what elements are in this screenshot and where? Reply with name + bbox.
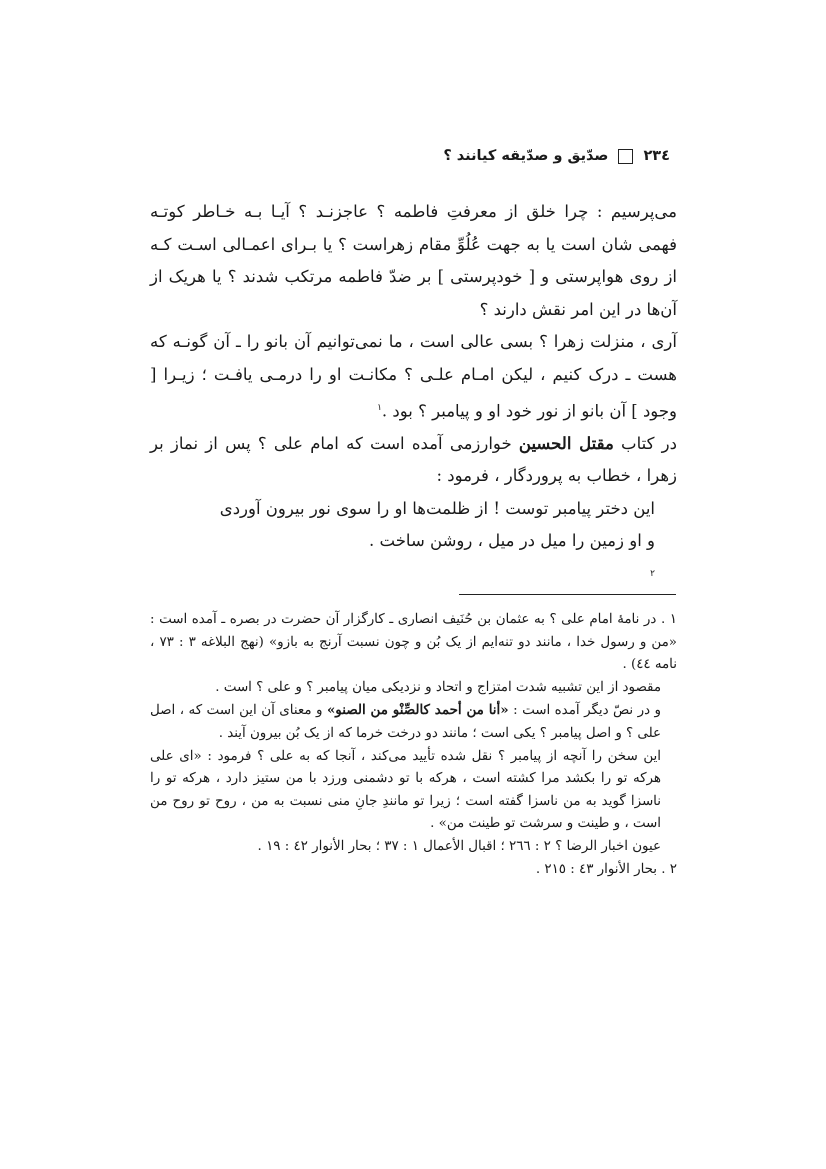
quote-line-2: و او زمین را میل در میل ، روشن ساخت . — [369, 531, 655, 551]
footnote-2: ٢ . بحار الأنوار ٤٣ : ٢١٥ . — [535, 861, 677, 877]
footnote-divider — [459, 594, 676, 595]
quote-line-2-wrap — [150, 525, 655, 594]
paragraph-2-text: آری ، منزلت زهرا ؟ بسی عالی است ، ما نمی‌توانیم آن بانو را ـ آن گونـه که هست ـ درک کنیم ، لیکن امـام علـی ؟ مکانـت او را درمـی یافـت ؛ زیـرا [ وجود ] آن بانو از نور خود او و پیامبر ؟ بود . — [150, 332, 677, 421]
footnote-1-e: عیون اخبار الرضا ؟ ٢ : ٢٦٦ ؛ اقبال الأعمال ١ : ٣٧ ؛ بحار الأنوار ٤٢ : ١٩ . — [257, 838, 661, 854]
paragraph-3 — [150, 428, 677, 493]
paragraph-3-pre: در کتاب — [621, 433, 677, 453]
footnote-ref-1: ١ — [377, 402, 382, 413]
header-box-icon — [618, 149, 633, 164]
page-number: ٢٣٤ — [643, 148, 670, 164]
footnote-1-c-post: و معنای آن این است که ، اصل علی ؟ و اصل پیامبر ؟ یکی است ؛ مانند دو درخت خرما که از یک بُن بیرون آیند . — [150, 703, 661, 741]
quotation — [150, 493, 677, 594]
running-title: صدّیق و صدّیقه کیانند ؟ — [443, 148, 609, 164]
running-header — [443, 148, 670, 164]
footnote-ref-2: ٢ — [650, 569, 655, 580]
footnote-1-c — [150, 699, 677, 745]
quote-line-1: این دختر پیامبر توست ! از ظلمت‌ها او را سوی نور بیرون آوردی — [219, 498, 655, 518]
footnote-1-c-pre: و در نصّ دیگر آمده است : — [513, 703, 662, 719]
footnote-1-d: این سخن را آنچه از پیامبر ؟ نقل شده تأیید می‌کند ، آنجا که به علی ؟ فرمود : «ای علی هرکه تو را بکشد مرا کشته است ، هرکه با تو دشمنی ورزد با من ستیز دارد ، هرکه تو را ناسزا گوید به من ناسزا گفته است ؛ زیرا تو مانندِ جانِ منی نسبت به من ، روح تو روح من است ، و طینت و سرشت تو طینت من» . — [150, 748, 661, 832]
footnote-1-a: ١ . در نامهٔ امام علی ؟ به عثمان بن حُنَیف انصاری ـ کارگزار آن حضرت در بصره ـ آمده است : «من و رسول خدا ، مانند دو تنه‌ایم از یک بُن و چون نسبت آرنج به بازو» (نهج البلاغه ٣ : ٧٣ ، نامه ٤٤) . — [150, 612, 677, 673]
paragraph-3-post: خوارزمی آمده است که امام علی ؟ پس از نماز بر زهرا ، خطاب به پروردگار ، فرمود : — [150, 433, 677, 486]
paragraph-2 — [150, 326, 677, 427]
footnote-1-b: مقصود از این تشبیه شدت امتزاج و اتحاد و نزدیکی میان پیامبر ؟ و علی ؟ است . — [215, 679, 661, 695]
footnote-1-c-bold: «أنا من أحمد کالصِّنْو من الصنو» — [326, 702, 509, 719]
paragraph-1: می‌پرسیم : چرا خلق از معرفتِ فاطمه ؟ عاجزنـد ؟ آیـا بـه خـاطر کوتـه فهمی شان است یا به جهت عُلُوِّ مقام زهراست ؟ یا بـرای اعمـالی اسـت کـه از روی هواپرستی و [ خودپرستی ] بر ضدّ فاطمه مرتکب شدند ؟ یا هریک از آن‌ها در این امر نقش دارند ؟ — [150, 202, 677, 319]
book-title-bold: مقتل الحسین — [518, 433, 614, 453]
footnotes — [150, 609, 677, 881]
main-text — [150, 196, 677, 594]
